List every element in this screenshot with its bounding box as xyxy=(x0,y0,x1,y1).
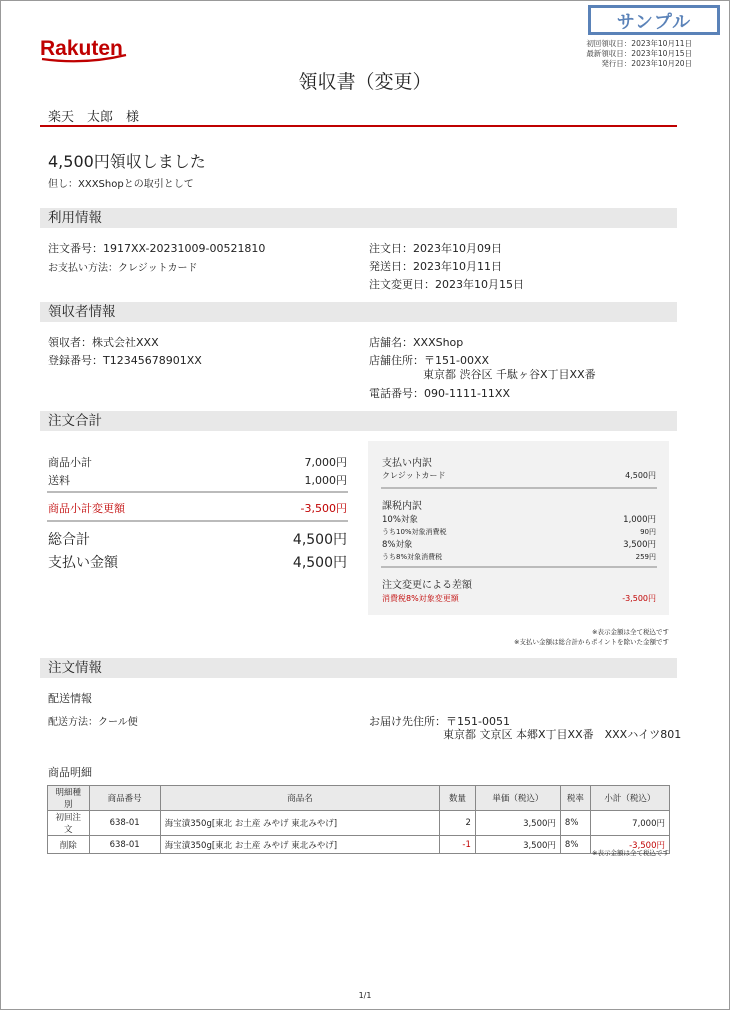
table-row xyxy=(48,811,670,836)
tax8-consumption-label: うち8%対象消費税 xyxy=(382,553,443,561)
shop-address-line1: 店舗住所：〒151-00XX xyxy=(369,354,490,367)
table-row xyxy=(48,836,670,854)
cell-unit-price: 3,500円 xyxy=(475,811,560,836)
issue-dates xyxy=(586,39,692,69)
cell-tax-rate: 8% xyxy=(560,836,590,854)
delivery-address-line2: 東京都 文京区 本郷X丁目XX番 XXXハイツ801 xyxy=(443,728,682,741)
tax-notes xyxy=(514,627,669,647)
payment-amount-row xyxy=(48,552,347,572)
ship-date: 発送日：2023年10月11日 xyxy=(369,260,502,273)
delivery-address-line1: お届け先住所：〒151-0051 xyxy=(369,715,510,728)
tax-breakdown-heading: 課税内訳 xyxy=(382,501,422,512)
table-header-row xyxy=(48,786,670,811)
cell-quantity: 2 xyxy=(440,811,476,836)
cell-unit-price: 3,500円 xyxy=(475,836,560,854)
tax10-consumption-label: うち10%対象消費税 xyxy=(382,528,447,536)
tax8-consumption-value: 259円 xyxy=(635,553,656,561)
subtotal-change-label: 商品小計変更額 xyxy=(48,502,125,515)
cell-product-name: 海宝漬350g[東北 お土産 みやげ 東北みやげ] xyxy=(160,836,440,854)
cell-subtotal: 7,000円 xyxy=(590,811,669,836)
items-heading: 商品明細 xyxy=(48,766,92,779)
shop-address-line2: 東京都 渋谷区 千駄ヶ谷X丁目XX番 xyxy=(423,368,596,381)
delivery-method: 配送方法：クール便 xyxy=(48,717,138,728)
diff-heading: 注文変更による差額 xyxy=(382,580,472,591)
subtotal-row xyxy=(48,454,347,470)
cell-quantity: -1 xyxy=(440,836,476,854)
card-label: クレジットカード xyxy=(382,471,446,480)
first-receipt-date: 初回領収日：2023年10月11日 xyxy=(586,39,692,48)
total-divider-1 xyxy=(47,491,348,493)
card-row xyxy=(382,470,656,481)
shipping-value: 1,000円 xyxy=(304,474,347,487)
shipping-label: 送料 xyxy=(48,474,70,487)
grand-total-value: 4,500円 xyxy=(292,532,347,548)
recipient-name: 楽天 太郎 様 xyxy=(48,110,140,125)
col-header-product-no: 商品番号 xyxy=(89,786,160,811)
total-divider-2 xyxy=(47,520,348,522)
document-title: 領収書（変更） xyxy=(298,71,432,93)
delivery-heading: 配送情報 xyxy=(48,692,92,705)
grand-total-row xyxy=(48,529,347,549)
issue-date: 発行日：2023年10月20日 xyxy=(601,59,692,68)
cell-tax-rate: 8% xyxy=(560,811,590,836)
tax-note-1: ※表示金額は全て税込です xyxy=(592,628,669,636)
col-header-product-name: 商品名 xyxy=(160,786,440,811)
tax8-label: 8%対象 xyxy=(382,540,413,550)
cell-product-no: 638-01 xyxy=(89,836,160,854)
subtotal-change-value: -3,500円 xyxy=(300,502,347,515)
tax-note-2: ※支払い金額は総合計からポイントを除いた金額です xyxy=(514,638,669,646)
receiver-section-heading: 領収者情報 xyxy=(40,302,677,322)
panel-divider-2 xyxy=(381,566,657,568)
logo-text: Rakuten xyxy=(40,37,123,60)
order-date: 注文日：2023年10月09日 xyxy=(369,242,502,255)
title-divider xyxy=(40,125,677,127)
payment-method: お支払い方法：クレジットカード xyxy=(48,263,198,274)
col-header-tax-rate: 税率 xyxy=(560,786,590,811)
shop-name: 店舗名：XXXShop xyxy=(369,336,464,349)
cell-type: 初回注文 xyxy=(48,811,90,836)
col-header-quantity: 数量 xyxy=(440,786,476,811)
tax10-row xyxy=(382,513,656,525)
tax8-consumption-row xyxy=(382,552,656,562)
shipping-row xyxy=(48,472,347,488)
col-header-unit-price: 単価（税込） xyxy=(475,786,560,811)
diff-value: -3,500円 xyxy=(622,594,656,603)
subtotal-label: 商品小計 xyxy=(48,456,92,469)
subtotal-value: 7,000円 xyxy=(304,456,347,469)
subtotal-change-row xyxy=(48,500,347,516)
payment-amount-label: 支払い金額 xyxy=(48,555,118,571)
cell-product-name: 海宝漬350g[東北 お土産 みやげ 東北みやげ] xyxy=(160,811,440,836)
order-number: 注文番号：1917XX-20231009-00521810 xyxy=(48,242,266,255)
tax8-row xyxy=(382,538,656,550)
sample-stamp: サンプル xyxy=(588,5,720,35)
items-table xyxy=(47,785,670,854)
latest-receipt-date: 最新領収日：2023年10月15日 xyxy=(586,49,692,58)
payment-breakdown-heading: 支払い内訳 xyxy=(382,458,432,469)
tax10-value: 1,000円 xyxy=(623,515,656,525)
payment-amount-value: 4,500円 xyxy=(292,555,347,571)
order-section-heading: 注文情報 xyxy=(40,658,677,678)
page-number: 1/1 xyxy=(358,991,372,1000)
tax10-consumption-row xyxy=(382,527,656,537)
change-date: 注文変更日：2023年10月15日 xyxy=(369,278,524,291)
cell-type: 削除 xyxy=(48,836,90,854)
total-section-heading: 注文合計 xyxy=(40,411,677,431)
tax10-consumption-value: 90円 xyxy=(640,528,656,536)
received-amount: 4,500円領収しました xyxy=(48,152,206,171)
registration-number: 登録番号：T12345678901XX xyxy=(48,354,202,367)
shop-phone: 電話番号：090-1111-11XX xyxy=(369,387,510,400)
tax10-label: 10%対象 xyxy=(382,515,418,525)
cell-product-no: 638-01 xyxy=(89,811,160,836)
col-header-subtotal: 小計（税込） xyxy=(590,786,669,811)
diff-label: 消費税8%対象変更額 xyxy=(382,594,459,603)
table-note: ※表示金額は全て税込です xyxy=(592,849,669,857)
receiver-name: 領収者：株式会社XXX xyxy=(48,336,159,349)
tax8-value: 3,500円 xyxy=(623,540,656,550)
panel-divider-1 xyxy=(381,487,657,489)
card-value: 4,500円 xyxy=(625,471,656,480)
grand-total-label: 総合計 xyxy=(48,532,90,548)
cell-subtotal: -3,500円 xyxy=(590,836,669,854)
rakuten-logo xyxy=(40,33,130,69)
col-header-type: 明細種別 xyxy=(48,786,90,811)
receipt-purpose: 但し：XXXShopとの取引として xyxy=(48,179,194,190)
usage-section-heading: 利用情報 xyxy=(40,208,677,228)
diff-row xyxy=(382,593,656,604)
